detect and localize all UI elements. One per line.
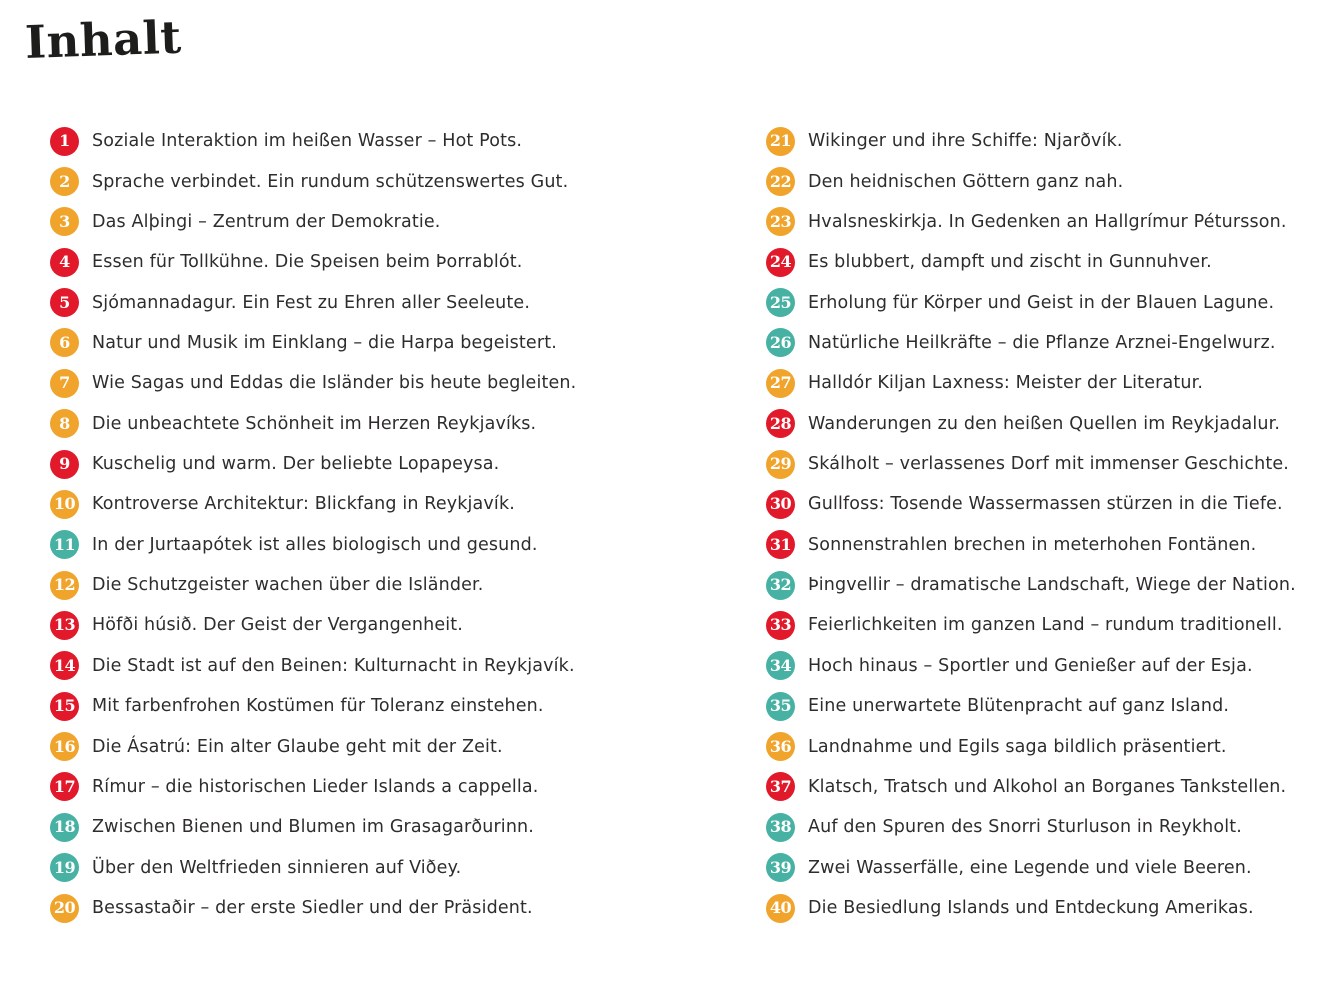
toc-item [50, 282, 576, 322]
toc-item [50, 444, 576, 484]
item-number-badge: 25 [766, 288, 795, 317]
item-number-badge: 31 [766, 530, 795, 559]
toc-item [50, 363, 576, 403]
item-label: Wie Sagas und Eddas die Isländer bis heute begleiten. [92, 373, 577, 394]
item-number-badge: 3 [50, 207, 79, 236]
item-label: Sjómannadagur. Ein Fest zu Ehren aller Seeleute. [92, 292, 531, 313]
item-number-badge: 1 [50, 127, 79, 156]
item-number-badge: 2 [50, 167, 79, 196]
item-label: Die Stadt ist auf den Beinen: Kulturnacht in Reykjavík. [92, 655, 575, 676]
item-number-badge: 39 [766, 853, 795, 882]
toc-item [50, 686, 576, 726]
toc-item [766, 404, 1296, 444]
item-label: Gullfoss: Tosende Wassermassen stürzen in die Tiefe. [808, 494, 1283, 515]
item-number-badge: 15 [50, 692, 79, 721]
item-label: Den heidnischen Göttern ganz nah. [808, 171, 1124, 192]
item-number-badge: 28 [766, 409, 795, 438]
toc-item [766, 444, 1296, 484]
toc-item [766, 525, 1296, 565]
toc-item [766, 363, 1296, 403]
item-label: Skálholt – verlassenes Dorf mit immenser Geschichte. [808, 454, 1289, 475]
toc-item [50, 726, 576, 766]
item-label: Zwei Wasserfälle, eine Legende und viele Beeren. [808, 857, 1252, 878]
item-label: Die Besiedlung Islands und Entdeckung Amerikas. [808, 898, 1254, 918]
toc-item [766, 767, 1296, 807]
item-number-badge: 36 [766, 732, 795, 761]
item-number-badge: 10 [50, 490, 79, 519]
item-number-badge: 18 [50, 813, 79, 842]
toc-item [50, 767, 576, 807]
item-number-badge: 17 [50, 772, 79, 801]
toc-item [50, 121, 576, 161]
item-label: Höfði húsið. Der Geist der Vergangenheit. [92, 615, 463, 636]
item-number-badge: 22 [766, 167, 795, 196]
item-label: Klatsch, Tratsch und Alkohol an Borganes Tankstellen. [808, 776, 1287, 797]
item-label: Bessastaðir – der erste Siedler und der Präsident. [92, 898, 533, 918]
item-label: Wanderungen zu den heißen Quellen im Reykjadalur. [808, 413, 1281, 434]
item-number-badge: 26 [766, 328, 795, 357]
toc-item [766, 888, 1296, 928]
item-number-badge: 29 [766, 450, 795, 479]
item-label: Essen für Tollkühne. Die Speisen beim Þorrablót. [92, 252, 523, 273]
toc-item [766, 565, 1296, 605]
toc-item [50, 404, 576, 444]
toc-item [766, 161, 1296, 201]
toc-item [766, 484, 1296, 524]
item-number-badge: 19 [50, 853, 79, 882]
toc-item [766, 807, 1296, 847]
item-label: Þingvellir – dramatische Landschaft, Wiege der Nation. [808, 575, 1296, 596]
item-label: Natur und Musik im Einklang – die Harpa begeistert. [92, 332, 557, 353]
toc-item [766, 202, 1296, 242]
toc-item [50, 242, 576, 282]
item-number-badge: 38 [766, 813, 795, 842]
item-label: Feierlichkeiten im ganzen Land – rundum traditionell. [808, 615, 1283, 636]
toc-item [50, 525, 576, 565]
item-label: Zwischen Bienen und Blumen im Grasagarðurinn. [92, 817, 535, 838]
item-number-badge: 8 [50, 409, 79, 438]
toc-item [50, 605, 576, 645]
toc-item [50, 847, 576, 887]
toc-item [766, 121, 1296, 161]
item-label: Soziale Interaktion im heißen Wasser – Hot Pots. [92, 131, 523, 152]
item-label: Kontroverse Architektur: Blickfang in Reykjavík. [92, 494, 515, 515]
toc-item [766, 847, 1296, 887]
toc-item [50, 646, 576, 686]
item-number-badge: 14 [50, 651, 79, 680]
item-label: Mit farbenfrohen Kostümen für Toleranz einstehen. [92, 696, 544, 717]
item-label: Die Schutzgeister wachen über die Isländer. [92, 575, 484, 596]
item-number-badge: 27 [766, 369, 795, 398]
toc-item [766, 646, 1296, 686]
toc-item [50, 484, 576, 524]
item-number-badge: 20 [50, 894, 79, 923]
item-number-badge: 7 [50, 369, 79, 398]
item-number-badge: 30 [766, 490, 795, 519]
item-label: Die unbeachtete Schönheit im Herzen Reykjavíks. [92, 413, 537, 434]
item-number-badge: 11 [50, 530, 79, 559]
toc-item [50, 323, 576, 363]
toc-column-right [766, 121, 1296, 928]
item-number-badge: 37 [766, 772, 795, 801]
item-number-badge: 34 [766, 651, 795, 680]
item-number-badge: 9 [50, 450, 79, 479]
item-label: Natürliche Heilkräfte – die Pflanze Arznei-Engelwurz. [808, 332, 1276, 353]
item-number-badge: 21 [766, 127, 795, 156]
item-number-badge: 4 [50, 248, 79, 277]
toc-column-left [50, 121, 576, 928]
item-number-badge: 23 [766, 207, 795, 236]
item-label: Das Alþingi – Zentrum der Demokratie. [92, 211, 441, 232]
item-label: Auf den Spuren des Snorri Sturluson in Reykholt. [808, 817, 1242, 838]
page-title: Inhalt [24, 10, 183, 70]
item-label: Eine unerwartete Blütenpracht auf ganz Island. [808, 696, 1230, 717]
toc-item [766, 605, 1296, 645]
item-label: Die Ásatrú: Ein alter Glaube geht mit der Zeit. [92, 736, 503, 757]
item-number-badge: 35 [766, 692, 795, 721]
toc-item [766, 726, 1296, 766]
item-label: Hoch hinaus – Sportler und Genießer auf der Esja. [808, 655, 1253, 676]
toc-item [50, 161, 576, 201]
item-label: Halldór Kiljan Laxness: Meister der Literatur. [808, 373, 1204, 394]
item-number-badge: 13 [50, 611, 79, 640]
toc-item [50, 807, 576, 847]
item-label: Sprache verbindet. Ein rundum schützenswertes Gut. [92, 171, 569, 192]
item-number-badge: 24 [766, 248, 795, 277]
item-number-badge: 33 [766, 611, 795, 640]
toc-item [766, 282, 1296, 322]
item-label: In der Jurtaapótek ist alles biologisch und gesund. [92, 534, 538, 555]
item-number-badge: 16 [50, 732, 79, 761]
item-label: Rímur – die historischen Lieder Islands a cappella. [92, 776, 539, 797]
item-label: Landnahme und Egils saga bildlich präsentiert. [808, 736, 1227, 757]
toc-item [50, 202, 576, 242]
item-label: Es blubbert, dampft und zischt in Gunnuhver. [808, 252, 1212, 273]
item-label: Kuschelig und warm. Der beliebte Lopapeysa. [92, 454, 500, 475]
item-number-badge: 32 [766, 571, 795, 600]
item-label: Sonnenstrahlen brechen in meterhohen Fontänen. [808, 534, 1257, 555]
item-label: Erholung für Körper und Geist in der Blauen Lagune. [808, 292, 1275, 313]
item-number-badge: 6 [50, 328, 79, 357]
item-number-badge: 5 [50, 288, 79, 317]
toc-item [50, 565, 576, 605]
toc-item [766, 242, 1296, 282]
item-number-badge: 40 [766, 894, 795, 923]
item-label: Hvalsneskirkja. In Gedenken an Hallgrímur Pétursson. [808, 211, 1287, 232]
toc-item [766, 323, 1296, 363]
item-number-badge: 12 [50, 571, 79, 600]
toc-item [766, 686, 1296, 726]
item-label: Über den Weltfrieden sinnieren auf Viðey. [92, 857, 462, 878]
toc-item [50, 888, 576, 928]
item-label: Wikinger und ihre Schiffe: Njarðvík. [808, 131, 1123, 152]
